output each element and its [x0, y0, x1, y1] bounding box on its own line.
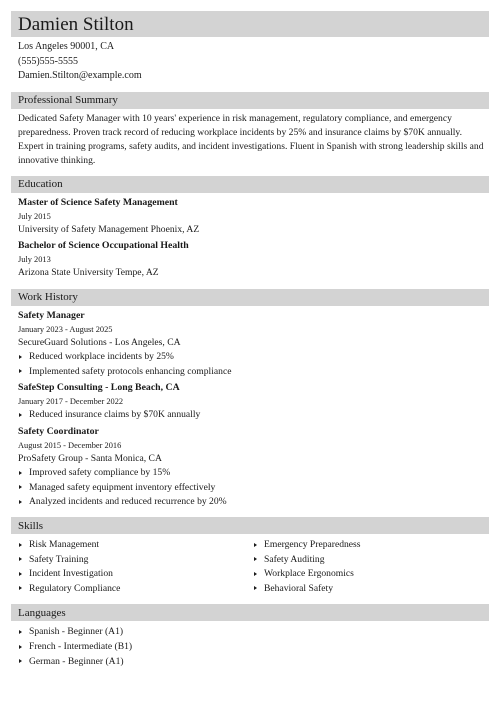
- job-date: August 2015 - December 2016: [18, 440, 122, 450]
- list-item: [18, 553, 253, 568]
- bullet-triangle-icon: [19, 413, 22, 417]
- skill-text: Risk Management: [29, 539, 100, 551]
- skills-section: [11, 538, 489, 596]
- list-item: [253, 567, 488, 582]
- bullet-triangle-icon: [19, 369, 22, 373]
- education-heading-text: Education: [18, 178, 63, 190]
- languages-list: [18, 625, 489, 669]
- skill-text: Regulatory Compliance: [29, 582, 121, 594]
- job-bullets: [18, 466, 489, 510]
- job-company: ProSafety Group - Santa Monica, CA: [18, 452, 162, 464]
- list-item: [253, 582, 488, 597]
- degree-date: July 2015: [18, 211, 51, 221]
- bullet-text: Managed safety equipment inventory effectively: [29, 481, 216, 493]
- contact-info: [11, 40, 489, 84]
- job-bullets: [18, 408, 489, 423]
- bullet-triangle-icon: [254, 557, 257, 561]
- bullet-triangle-icon: [19, 572, 22, 576]
- job-entry: [18, 309, 489, 380]
- resume-page: [11, 11, 489, 669]
- list-item: [18, 365, 489, 380]
- bullet-triangle-icon: [254, 586, 257, 590]
- candidate-name: Damien Stilton: [18, 13, 134, 35]
- list-item: [253, 553, 488, 568]
- bullet-text: Analyzed incidents and reduced recurrence by 20%: [29, 496, 227, 508]
- bullet-triangle-icon: [19, 557, 22, 561]
- bullet-triangle-icon: [254, 572, 257, 576]
- skills-right-column: [253, 538, 488, 596]
- language-text: French - Intermediate (B1): [29, 641, 133, 653]
- skill-text: Incident Investigation: [29, 568, 113, 580]
- skill-text: Behavioral Safety: [264, 582, 333, 594]
- contact-phone: (555)555-5555: [18, 55, 78, 67]
- list-item: [18, 466, 489, 481]
- skill-text: Emergency Preparedness: [264, 539, 361, 551]
- language-text: Spanish - Beginner (A1): [29, 626, 124, 638]
- bullet-triangle-icon: [254, 543, 257, 547]
- skills-heading-text: Skills: [18, 519, 44, 532]
- education-item: [18, 196, 489, 238]
- bullet-triangle-icon: [19, 500, 22, 504]
- skills-left-column: [18, 538, 253, 596]
- bullet-text: Implemented safety protocols enhancing compliance: [29, 365, 232, 377]
- job-date: January 2017 - December 2022: [18, 397, 124, 407]
- bullet-text: Reduced insurance claims by $70K annually: [29, 409, 201, 421]
- language-text: German - Beginner (A1): [29, 655, 124, 667]
- job-company: SecureGuard Solutions - Los Angeles, CA: [18, 336, 181, 348]
- education-heading: [11, 176, 489, 193]
- skills-heading: [11, 517, 489, 534]
- list-item: [18, 625, 489, 640]
- list-item: [18, 495, 489, 510]
- list-item: [18, 481, 489, 496]
- skill-text: Safety Training: [29, 553, 89, 565]
- skill-text: Safety Auditing: [264, 553, 325, 565]
- contact-location: Los Angeles 90001, CA: [18, 41, 115, 52]
- job-date: January 2023 - August 2025: [18, 324, 113, 334]
- bullet-triangle-icon: [19, 543, 22, 547]
- degree-title: Master of Science Safety Management: [18, 196, 178, 208]
- job-entry: [18, 381, 489, 423]
- degree-date: July 2013: [18, 255, 51, 264]
- languages-heading-text: Languages: [18, 606, 66, 619]
- list-item: [18, 567, 253, 582]
- bullet-triangle-icon: [19, 485, 22, 489]
- list-item: [18, 640, 489, 655]
- work-heading-text: Work History: [18, 291, 78, 303]
- bullet-triangle-icon: [19, 659, 22, 663]
- work-section: [11, 309, 489, 511]
- list-item: [18, 655, 489, 670]
- education-item: [18, 239, 489, 281]
- bullet-triangle-icon: [19, 471, 22, 475]
- school-name: University of Safety Management Phoenix, AZ: [18, 223, 200, 235]
- contact-email: Damien.Stilton@example.com: [18, 70, 142, 81]
- school-name: Arizona State University Tempe, AZ: [18, 267, 159, 278]
- list-item: [18, 408, 489, 423]
- job-title: SafeStep Consulting - Long Beach, CA: [18, 382, 180, 394]
- job-title: Safety Manager: [18, 309, 85, 321]
- job-title: Safety Coordinator: [18, 425, 99, 437]
- summary-heading: [11, 92, 489, 109]
- list-item: [18, 538, 253, 553]
- bullet-text: Improved safety compliance by 15%: [29, 467, 171, 479]
- name-header: [11, 11, 489, 37]
- bullet-triangle-icon: [19, 645, 22, 649]
- bullet-text: Reduced workplace incidents by 25%: [29, 351, 174, 362]
- list-item: [253, 538, 488, 553]
- list-item: [18, 582, 253, 597]
- summary-heading-text: Professional Summary: [18, 94, 118, 106]
- degree-title: Bachelor of Science Occupational Health: [18, 240, 189, 251]
- languages-section: [11, 625, 489, 669]
- summary-text: Dedicated Safety Manager with 10 years' experience in risk management, regulatory compliance, and emergency preparedness. Proven track record of reducing workplace incidents by 25% and insurance claims by $70K annually. Expert in training programs, safety audits, and incident investigations. Fluent in Spanish with strong leadership skills and innovative thinking.: [18, 112, 484, 166]
- job-bullets: [18, 350, 489, 379]
- bullet-triangle-icon: [19, 630, 22, 634]
- languages-heading: [11, 604, 489, 621]
- education-section: [11, 196, 489, 281]
- work-heading: [11, 289, 489, 306]
- skill-text: Workplace Ergonomics: [264, 568, 354, 580]
- bullet-triangle-icon: [19, 355, 22, 359]
- list-item: [18, 350, 489, 365]
- job-entry: [18, 425, 489, 510]
- bullet-triangle-icon: [19, 586, 22, 590]
